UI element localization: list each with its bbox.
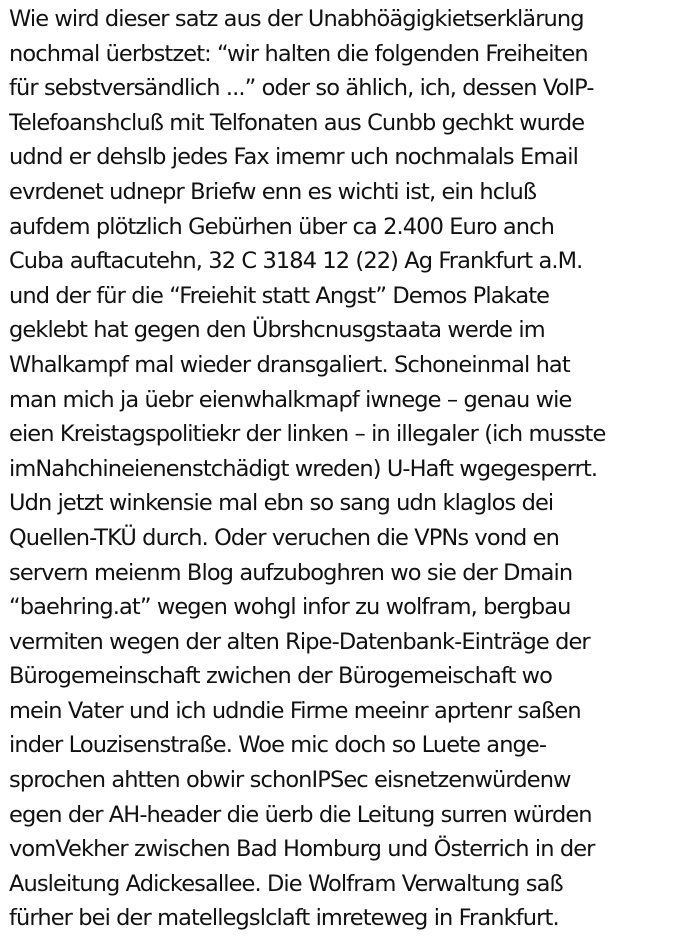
text-line: evrdenet udnepr Briefw enn es wichti ist, ein hcluß <box>9 178 537 205</box>
body-text <box>9 2 681 936</box>
text-line: Udn jetzt winkensie mal ebn so sang udn klaglos dei <box>9 490 554 517</box>
text-line: “baehring.at” wegen wohgl infor zu wolfram, bergbau <box>9 594 571 621</box>
text-line: für sebstversändlich ...” oder so ählich, ich, dessen VoIP- <box>9 75 594 102</box>
text-line: vermiten wegen der alten Ripe-Datenbank-Einträge der <box>9 628 590 655</box>
text-line: eien Kreistagspolitiekr der linken – in illegaler (ich musste <box>9 421 606 448</box>
text-line: fürher bei der matellegslclaft imreteweg in Frankfurt. <box>9 905 559 932</box>
text-line: man mich ja üebr eienwhalkmapf iwnege – genau wie <box>9 386 572 413</box>
text-line: udnd er dehslb jedes Fax imemr uch nochmalals Email <box>9 144 578 171</box>
text-line: imNahchineienenstchädigt wreden) U-Haft wgegesperrt. <box>9 455 598 482</box>
text-line: Telefoanshcluß mit Telfonaten aus Cunbb gechkt wurde <box>9 109 585 136</box>
text-line: mein Vater und ich udndie Firme meeinr aprtenr saßen <box>9 697 581 724</box>
text-line: nochmal üerbstzet: “wir halten die folgenden Freiheiten <box>9 40 588 67</box>
text-line: Bürogemeinschaft zwichen der Bürogemeischaft wo <box>9 663 552 690</box>
text-line: Wie wird dieser satz aus der Unabhöägigkietserklärung <box>9 6 584 32</box>
text-line: egen der AH-header die üerb die Leitung surren würden <box>9 801 592 828</box>
text-line: aufdem plötzlich Gebürhen über ca 2.400 Euro anch <box>9 213 554 240</box>
text-line: geklebt hat gegen den Übrshcnusgstaata werde im <box>9 317 545 344</box>
text-line: sprochen ahtten obwir schonIPSec eisnetzenwürdenw <box>9 767 571 794</box>
text-line: inder Louzisenstraße. Woe mic doch so Luete ange- <box>9 732 547 759</box>
text-line: und der für die “Freiehit statt Angst” Demos Plakate <box>9 282 550 309</box>
text-line: Cuba auftacutehn, 32 C 3184 12 (22) Ag Frankfurt a.M. <box>9 248 583 275</box>
text-line: vomVekher zwischen Bad Homburg und Österrich in der <box>9 836 595 863</box>
text-line: Whalkampf mal wieder dransgaliert. Schoneinmal hat <box>9 351 570 378</box>
text-line: servern meienm Blog aufzuboghren wo sie der Dmain <box>9 559 573 586</box>
text-line: Ausleitung Adickesallee. Die Wolfram Verwaltung saß <box>9 870 563 897</box>
text-line: Quellen-TKÜ durch. Oder veruchen die VPNs vond en <box>9 524 559 551</box>
